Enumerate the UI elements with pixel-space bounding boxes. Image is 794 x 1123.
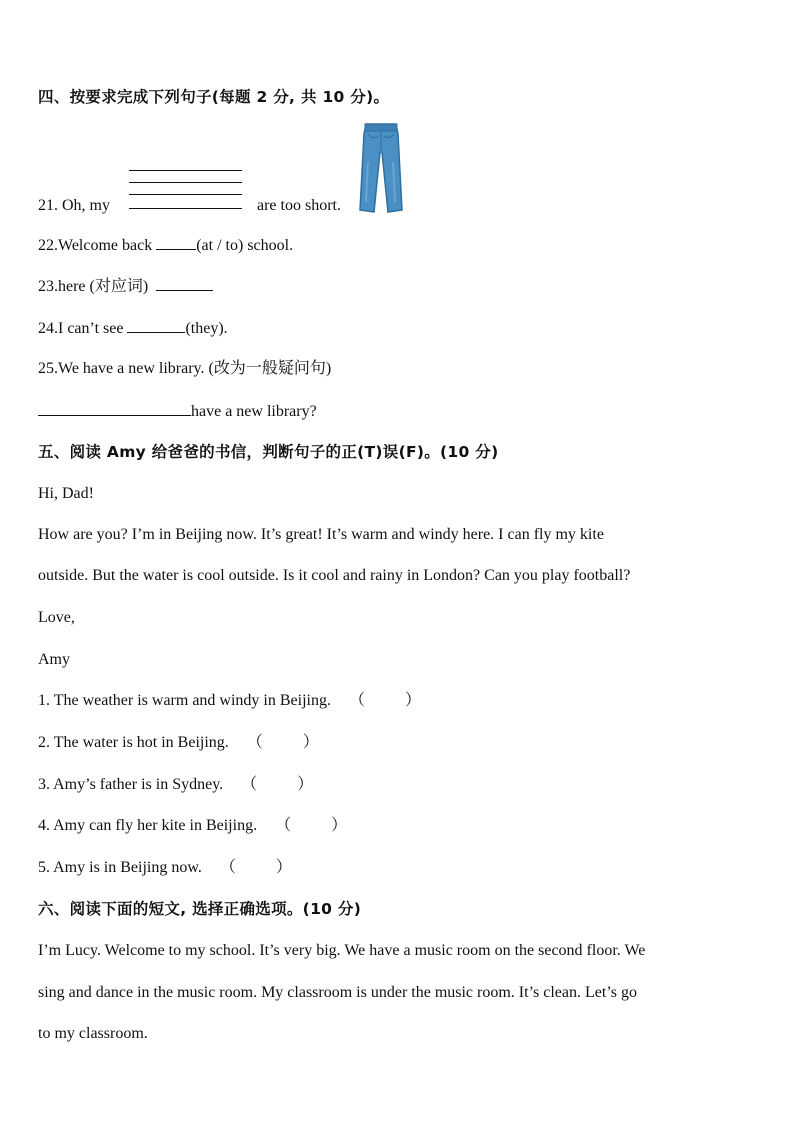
tf-item-2-answer[interactable]: （ ） [246,734,319,751]
passage-line-3: to my classroom. [38,1025,148,1042]
tf-item-4-answer[interactable]: （ ） [275,817,348,834]
q21-suffix: are too short. [257,197,341,214]
question-21 [38,196,110,216]
q22-suffix: (at / to) school. [196,237,294,254]
letter-body-line-2: outside. But the water is cool outside. Is it cool and rainy in London? Can you play football? [38,567,631,584]
letter-greeting: Hi, Dad! [38,485,94,502]
section4-heading: 四、按要求完成下列句子(每题 2 分, 共 10 分)。 [38,88,390,106]
question-23 [38,275,213,297]
passage-line-2: sing and dance in the music room. My classroom is under the music room. It’s clean. Let’s go [38,984,637,1001]
letter-signature: Amy [38,651,70,668]
tf-item-1-answer[interactable]: （ ） [348,692,422,709]
q24-prefix: 24.I can’t see [38,320,124,337]
question-25: 25.We have a new library. (改为一般疑问句) [38,360,332,377]
q21-answer-line-2[interactable] [129,182,242,183]
question-22 [38,234,293,256]
tf-item-1 [38,691,421,711]
tf-item-4 [38,816,347,836]
q22-blank[interactable] [156,234,196,250]
q21-prefix: 21. Oh, my [38,197,110,214]
tf-item-4-text: 4. Amy can fly her kite in Beijing. [38,817,258,834]
q21-answer-line-1[interactable] [129,170,242,171]
q23-blank[interactable] [156,275,213,291]
q24-blank[interactable] [127,317,185,333]
question-25-answer [38,400,317,422]
section5-heading: 五、阅读 Amy 给爸爸的书信，判断句子的正(T)误(F)。(10 分) [38,443,499,461]
tf-item-5-answer[interactable]: （ ） [219,859,292,876]
question-24 [38,317,228,339]
q24-suffix: (they). [185,320,228,337]
tf-item-5-text: 5. Amy is in Beijing now. [38,859,202,876]
tf-item-2 [38,733,319,753]
q21-answer-line-3[interactable] [129,194,242,195]
letter-closing: Love, [38,609,75,626]
section6-heading: 六、阅读下面的短文, 选择正确选项。(10 分) [38,900,362,918]
q25-answer-suffix: have a new library? [191,403,317,420]
jeans-picture [358,122,404,214]
q25-blank[interactable] [38,400,191,416]
q22-prefix: 22.Welcome back [38,237,153,254]
tf-item-3-text: 3. Amy’s father is in Sydney. [38,776,224,793]
letter-body-line-1: How are you? I’m in Beijing now. It’s great! It’s warm and windy here. I can fly my kite [38,526,604,543]
q21-answer-line-4[interactable] [129,208,242,209]
tf-item-2-text: 2. The water is hot in Beijing. [38,734,229,751]
q23-prefix: 23.here (对应词) [38,278,149,295]
tf-item-3 [38,775,313,795]
tf-item-3-answer[interactable]: （ ） [241,776,314,793]
tf-item-5 [38,858,292,878]
tf-item-1-text: 1. The weather is warm and windy in Beijing. [38,692,331,709]
passage-line-1: I’m Lucy. Welcome to my school. It’s very big. We have a music room on the second floor. We [38,942,646,959]
